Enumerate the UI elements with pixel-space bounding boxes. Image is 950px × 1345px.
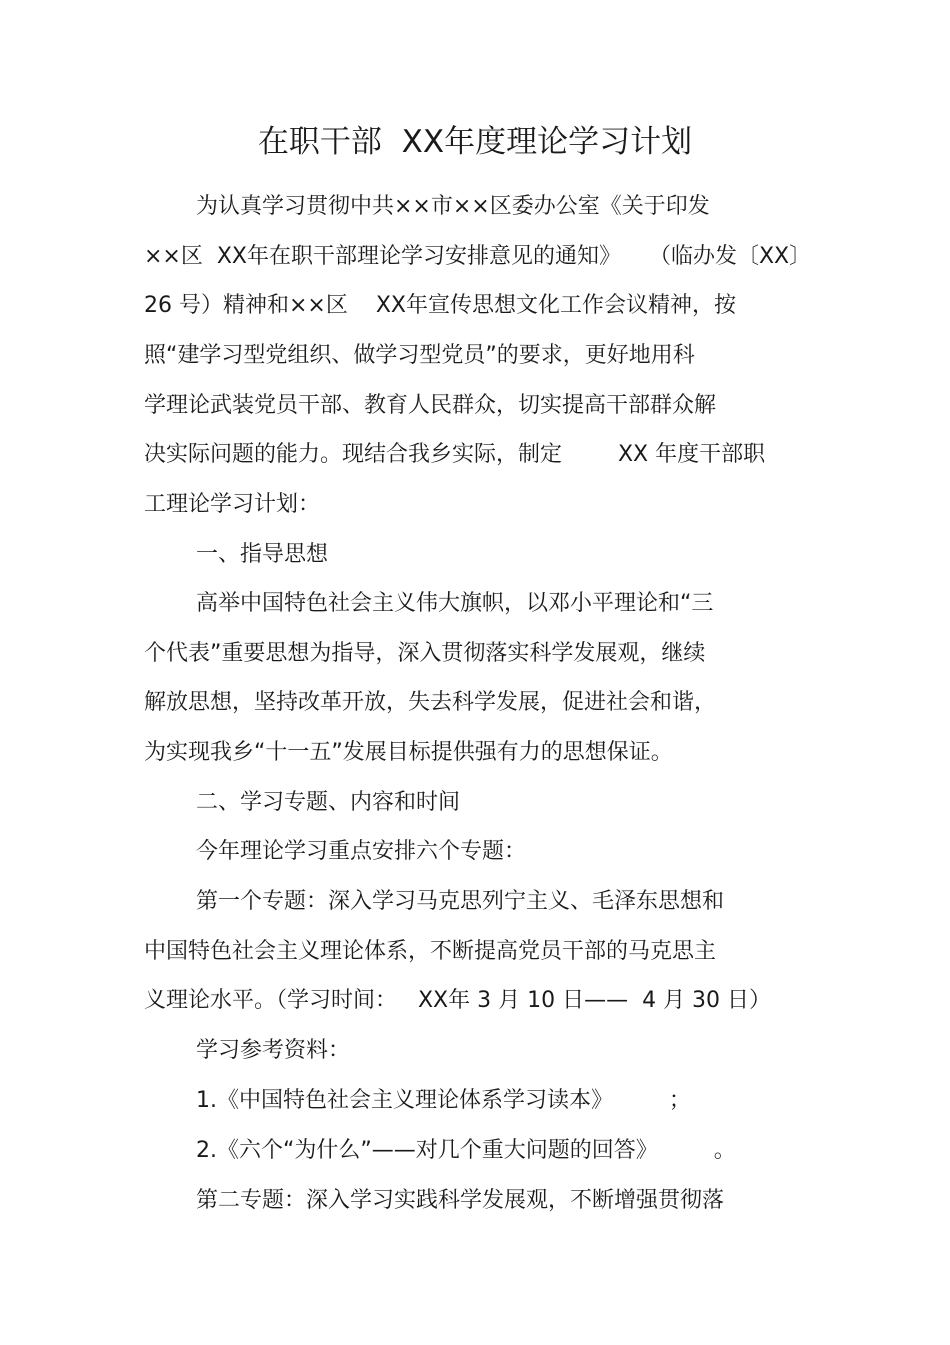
paragraph-line: 高举中国特色社会主义伟大旗帜，以邓小平理论和“三 — [196, 591, 714, 616]
paragraph-line: 学习参考资料： — [196, 1038, 351, 1063]
paragraph-line: 为认真学习贯彻中共××市××区委办公室《关于印发 — [196, 194, 710, 219]
paragraph-line: 第二专题：深入学习实践科学发展观，不断增强贯彻落 — [196, 1188, 725, 1213]
paragraph-line: 26 号）精神和××区 XX年宣传思想文化工作会议精神，按 — [144, 293, 736, 318]
paragraph-line: 解放思想，坚持改革开放，失去科学发展，促进社会和谐， — [144, 690, 717, 715]
list-item: 1.《中国特色社会主义理论体系学习读本》 ； — [196, 1088, 691, 1113]
paragraph-line: 照“建学习型党组织、做学习型党员”的要求，更好地用科 — [144, 343, 695, 368]
paragraph-line: 学理论武装党员干部、教育人民群众，切实提高干部群众解 — [144, 393, 717, 418]
section-heading: 一、指导思想 — [196, 542, 329, 567]
document-title: 在职干部 XX年度理论学习计划 — [257, 124, 693, 160]
paragraph-line: ××区 XX年在职干部理论学习安排意见的通知》 （临办发〔XX〕 — [144, 244, 812, 269]
paragraph-line: 今年理论学习重点安排六个专题： — [196, 839, 527, 864]
section-heading: 二、学习专题、内容和时间 — [196, 790, 461, 815]
paragraph-line: 个代表”重要思想为指导，深入贯彻落实科学发展观，继续 — [144, 641, 706, 666]
paragraph-line: 第一个专题：深入学习马克思列宁主义、毛泽东思想和 — [196, 889, 725, 914]
list-item: 2.《六个“为什么”——对几个重大问题的回答》 。 — [196, 1138, 736, 1163]
paragraph-line: 工理论学习计划： — [144, 492, 321, 517]
paragraph-line: 为实现我乡“十一五”发展目标提供强有力的思想保证。 — [144, 740, 673, 765]
paragraph-line: 中国特色社会主义理论体系，不断提高党员干部的马克思主 — [144, 939, 717, 964]
paragraph-line: 决实际问题的能力。现结合我乡实际，制定 XX 年度干部职 — [144, 442, 766, 467]
paragraph-line: 义理论水平。（学习时间： XX年 3 月 10 日—— 4 月 30 日） — [144, 988, 772, 1013]
